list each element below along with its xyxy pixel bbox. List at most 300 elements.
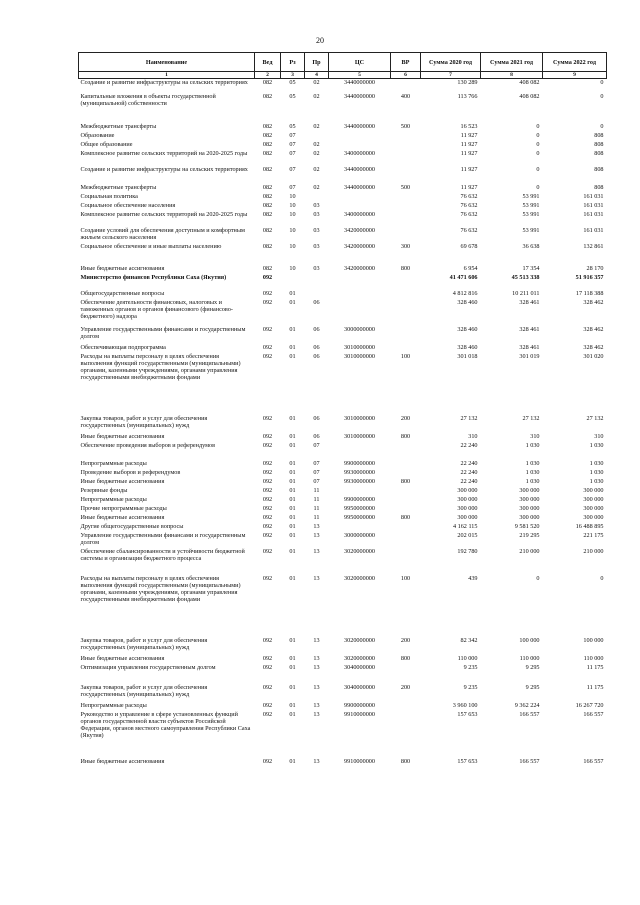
cell-name: Иные бюджетные ассигнования xyxy=(80,432,165,440)
cell-ved: 092 xyxy=(262,486,273,494)
cell-vr xyxy=(391,299,421,326)
cell-cs: 9950000000 xyxy=(344,504,375,512)
cell-pr: 13 xyxy=(313,757,320,765)
table-row xyxy=(79,575,607,637)
cell-pr: 02 xyxy=(313,149,320,157)
cell-sum-2020: 300 000 xyxy=(457,513,478,521)
cell-sum-2022: 1 030 xyxy=(589,468,604,476)
cell-ved: 082 xyxy=(262,165,273,173)
cell-ved: 092 xyxy=(262,513,273,521)
table-row xyxy=(79,664,607,684)
column-number: 1 xyxy=(79,72,255,79)
cell-pr: 11 xyxy=(313,513,320,521)
cell-rz: 01 xyxy=(289,468,296,476)
cell-pr: 13 xyxy=(313,663,320,671)
cell-pr: 06 xyxy=(313,343,320,351)
cell-rz: 01 xyxy=(289,325,296,333)
cell-ved: 092 xyxy=(262,273,273,281)
cell-name: Непрограммные расходы xyxy=(80,701,147,709)
table-row xyxy=(79,469,607,478)
cell-ved: 082 xyxy=(262,79,273,86)
cell-sum-2021: 9 581 520 xyxy=(514,522,540,530)
cell-name: Создание и развитие инфраструктуры на сельских территориях xyxy=(80,79,248,86)
cell-pr: 03 xyxy=(313,210,320,218)
table-row xyxy=(79,290,607,299)
cell-sum-2022: 300 000 xyxy=(583,504,604,512)
cell-ved: 092 xyxy=(262,757,273,765)
cell-cs: 3440000000 xyxy=(344,165,375,173)
cell-ved: 092 xyxy=(262,298,273,306)
cell-sum-2022: 28 170 xyxy=(586,264,604,272)
cell-sum-2021: 0 xyxy=(536,165,540,173)
cell-name: Иные бюджетные ассигнования xyxy=(80,757,165,765)
cell-rz: 01 xyxy=(289,289,296,297)
cell-rz: 01 xyxy=(289,414,296,422)
cell-sum-2020: 22 240 xyxy=(460,477,478,485)
cell-sum-2021: 0 xyxy=(536,183,540,191)
cell-rz: 01 xyxy=(289,531,296,539)
cell-pr: 11 xyxy=(313,495,320,503)
table-row xyxy=(79,442,607,460)
cell-rz: 01 xyxy=(289,522,296,530)
cell-name: Социальное обеспечение населения xyxy=(80,201,176,209)
cell-cs: 9910000000 xyxy=(344,757,375,765)
cell-rz: 07 xyxy=(289,149,296,157)
cell-name: Комплексное развитие сельских территорий на 2020-2025 годы xyxy=(80,149,248,157)
column-number: 8 xyxy=(481,72,543,79)
cell-vr: 200 xyxy=(400,414,411,422)
cell-ved: 092 xyxy=(262,495,273,503)
cell-sum-2022: 328 462 xyxy=(583,343,604,351)
cell-name: Прочие непрограммные расходы xyxy=(80,504,167,512)
table-row xyxy=(79,758,607,767)
cell-sum-2022: 100 000 xyxy=(583,636,604,644)
cell-sum-2022: 300 000 xyxy=(583,486,604,494)
table-row xyxy=(79,655,607,664)
cell-name: Министерство финансов Республики Саха (Якутия) xyxy=(80,273,227,281)
table-row xyxy=(79,227,607,243)
cell-ved: 082 xyxy=(262,92,273,100)
cell-vr xyxy=(391,227,421,243)
cell-sum-2022: 0 xyxy=(600,122,604,130)
cell-ved: 092 xyxy=(262,414,273,422)
cell-sum-2021: 310 xyxy=(530,432,540,440)
cell-pr: 11 xyxy=(313,504,320,512)
cell-ved: 092 xyxy=(262,663,273,671)
cell-name: Непрограммные расходы xyxy=(80,459,147,467)
cell-rz: 01 xyxy=(289,513,296,521)
table-row xyxy=(79,211,607,227)
table-row xyxy=(79,460,607,469)
table-row xyxy=(79,132,607,141)
cell-ved: 092 xyxy=(262,531,273,539)
cell-name: Создание и развитие инфраструктуры на сельских территориях xyxy=(80,165,248,173)
cell-cs: 3400000000 xyxy=(344,149,375,157)
cell-sum-2021: 110 000 xyxy=(519,654,540,662)
cell-cs: 3010000000 xyxy=(344,343,375,351)
cell-ved: 092 xyxy=(262,504,273,512)
cell-ved: 092 xyxy=(262,701,273,709)
cell-cs: 3000000000 xyxy=(344,325,375,333)
cell-sum-2021: 0 xyxy=(536,131,540,139)
cell-ved: 092 xyxy=(262,432,273,440)
cell-sum-2021: 53 991 xyxy=(522,210,540,218)
cell-sum-2021: 36 638 xyxy=(522,242,540,250)
cell-cs xyxy=(329,132,391,141)
cell-cs xyxy=(329,487,391,496)
cell-sum-2021: 300 000 xyxy=(519,495,540,503)
cell-sum-2021: 301 019 xyxy=(519,352,540,360)
cell-vr xyxy=(391,711,421,758)
cell-vr xyxy=(391,664,421,684)
cell-rz: 01 xyxy=(289,486,296,494)
cell-vr: 100 xyxy=(400,352,411,360)
cell-vr: 300 xyxy=(400,242,411,250)
cell-rz: 10 xyxy=(289,201,296,209)
cell-name: Иные бюджетные ассигнования xyxy=(80,264,165,272)
cell-sum-2022: 132 861 xyxy=(583,242,604,250)
cell-name: Резервные фонды xyxy=(80,486,128,494)
table-row xyxy=(79,684,607,702)
cell-vr: 800 xyxy=(400,757,411,765)
cell-pr: 07 xyxy=(313,468,320,476)
cell-vr: 200 xyxy=(400,683,411,691)
cell-sum-2021: 0 xyxy=(536,140,540,148)
cell-vr xyxy=(391,487,421,496)
cell-sum-2020: 22 240 xyxy=(460,441,478,449)
table-row xyxy=(79,702,607,711)
cell-rz: 07 xyxy=(289,183,296,191)
cell-sum-2020: 300 000 xyxy=(457,504,478,512)
cell-rz: 05 xyxy=(289,92,296,100)
cell-cs: 9900000000 xyxy=(344,701,375,709)
cell-sum-2021: 0 xyxy=(536,574,540,582)
cell-sum-2020: 11 927 xyxy=(460,183,478,191)
table-row xyxy=(79,265,607,274)
cell-rz: 01 xyxy=(289,298,296,306)
cell-sum-2022: 1 030 xyxy=(589,441,604,449)
cell-pr: 06 xyxy=(313,414,320,422)
cell-sum-2021: 53 991 xyxy=(522,192,540,200)
table-row xyxy=(79,202,607,211)
table-row xyxy=(79,326,607,344)
cell-rz: 01 xyxy=(289,654,296,662)
cell-sum-2022: 27 132 xyxy=(586,414,604,422)
cell-pr xyxy=(305,290,329,299)
cell-sum-2020: 202 015 xyxy=(457,531,478,539)
cell-name: Образование xyxy=(80,131,115,139)
cell-pr: 13 xyxy=(313,710,320,718)
cell-sum-2022: 328 462 xyxy=(583,298,604,306)
cell-sum-2020: 301 018 xyxy=(457,352,478,360)
cell-vr xyxy=(391,211,421,227)
cell-sum-2022: 0 xyxy=(600,574,604,582)
cell-vr xyxy=(391,166,421,184)
cell-cs: 3010000000 xyxy=(344,352,375,360)
cell-sum-2022: 16 267 720 xyxy=(575,701,604,709)
cell-rz: 01 xyxy=(289,701,296,709)
cell-pr: 02 xyxy=(313,79,320,86)
table-row xyxy=(79,487,607,496)
cell-rz: 07 xyxy=(289,165,296,173)
cell-vr xyxy=(391,141,421,150)
cell-ved: 082 xyxy=(262,226,273,234)
cell-pr: 02 xyxy=(313,165,320,173)
table-row xyxy=(79,353,607,415)
cell-cs xyxy=(329,193,391,202)
cell-sum-2020: 157 653 xyxy=(457,757,478,765)
cell-rz: 01 xyxy=(289,710,296,718)
cell-sum-2021: 1 030 xyxy=(525,477,540,485)
header-row xyxy=(79,53,607,72)
cell-sum-2020: 11 927 xyxy=(460,149,478,157)
cell-sum-2021: 300 000 xyxy=(519,486,540,494)
cell-sum-2020: 328 460 xyxy=(457,325,478,333)
cell-rz: 01 xyxy=(289,683,296,691)
cell-name: Другие общегосударственные вопросы xyxy=(80,522,184,530)
cell-name: Расходы на выплаты персоналу в целях обеспечения выполнения функций государственными (муниципальными) органами, казенными учреждениями, органами управления государственными внебюджетными фондами xyxy=(80,574,241,603)
header-name: Наименование xyxy=(79,53,255,72)
cell-rz: 01 xyxy=(289,343,296,351)
cell-rz: 01 xyxy=(289,352,296,360)
cell-sum-2020: 192 780 xyxy=(457,547,478,555)
cell-sum-2022: 161 031 xyxy=(583,226,604,234)
cell-sum-2022: 11 175 xyxy=(586,683,604,691)
cell-sum-2020: 11 927 xyxy=(460,140,478,148)
cell-cs: 9910000000 xyxy=(344,710,375,718)
cell-sum-2020: 9 235 xyxy=(463,663,478,671)
budget-table xyxy=(78,52,607,767)
cell-vr xyxy=(391,150,421,166)
column-number: 6 xyxy=(391,72,421,79)
cell-ved: 092 xyxy=(262,710,273,718)
cell-pr: 13 xyxy=(313,636,320,644)
cell-name: Управление государственными финансами и государственным долгом xyxy=(80,325,246,340)
cell-ved: 082 xyxy=(262,242,273,250)
cell-rz: 01 xyxy=(289,547,296,555)
cell-ved: 092 xyxy=(262,636,273,644)
table-row xyxy=(79,433,607,442)
cell-sum-2020: 6 954 xyxy=(463,264,478,272)
cell-sum-2022: 808 xyxy=(594,165,604,173)
cell-ved: 082 xyxy=(262,122,273,130)
cell-pr: 13 xyxy=(313,701,320,709)
cell-pr: 13 xyxy=(313,522,320,530)
cell-sum-2020: 9 235 xyxy=(463,683,478,691)
cell-name: Расходы на выплаты персоналу в целях обеспечения выполнения функций государственными (муниципальными) органами, казенными учреждениями, органами управления государственными внебюджетными фондами xyxy=(80,352,241,381)
cell-name: Непрограммные расходы xyxy=(80,495,147,503)
cell-sum-2020: 157 653 xyxy=(457,710,478,718)
table-row xyxy=(79,123,607,132)
cell-pr xyxy=(305,274,329,290)
cell-sum-2020: 76 632 xyxy=(460,226,478,234)
table-row xyxy=(79,514,607,523)
cell-sum-2022: 0 xyxy=(600,79,604,86)
table-row xyxy=(79,193,607,202)
cell-cs xyxy=(329,523,391,532)
cell-name: Комплексное развитие сельских территорий на 2020-2025 годы xyxy=(80,210,248,218)
cell-cs: 3440000000 xyxy=(344,183,375,191)
cell-vr xyxy=(391,274,421,290)
cell-sum-2020: 310 xyxy=(468,432,478,440)
cell-rz: 10 xyxy=(289,226,296,234)
cell-cs xyxy=(329,290,391,299)
cell-rz: 01 xyxy=(289,477,296,485)
table-row xyxy=(79,150,607,166)
cell-name: Руководство и управление в сфере установленных функций органов государственной власти субъектов Российской Федерации, органов местного самоуправления Республики Саха (Якутия) xyxy=(80,710,251,739)
cell-sum-2021: 45 513 338 xyxy=(511,273,540,281)
cell-vr xyxy=(391,193,421,202)
cell-sum-2021: 219 295 xyxy=(519,531,540,539)
cell-vr: 100 xyxy=(400,574,411,582)
cell-sum-2021: 328 461 xyxy=(519,325,540,333)
cell-pr: 02 xyxy=(313,122,320,130)
cell-sum-2020: 76 632 xyxy=(460,201,478,209)
cell-vr xyxy=(391,505,421,514)
cell-sum-2022: 301 020 xyxy=(583,352,604,360)
cell-sum-2020: 22 240 xyxy=(460,459,478,467)
header-sum-2021: Сумма 2021 год xyxy=(481,53,543,72)
cell-sum-2022: 161 031 xyxy=(583,201,604,209)
cell-sum-2021: 53 991 xyxy=(522,201,540,209)
cell-rz: 05 xyxy=(289,79,296,86)
cell-sum-2022: 221 175 xyxy=(583,531,604,539)
cell-vr: 800 xyxy=(400,654,411,662)
cell-name: Закупка товаров, работ и услуг для обеспечения государственных (муниципальных) нужд xyxy=(80,683,208,698)
cell-name: Обеспечение проведения выборов и референдумов xyxy=(80,441,216,449)
column-number: 5 xyxy=(329,72,391,79)
cell-vr xyxy=(391,523,421,532)
table-body xyxy=(79,79,607,767)
cell-cs: 3020000000 xyxy=(344,636,375,644)
cell-rz: 01 xyxy=(289,636,296,644)
cell-vr: 400 xyxy=(400,92,411,100)
cell-ved: 082 xyxy=(262,149,273,157)
cell-pr: 07 xyxy=(313,441,320,449)
cell-rz: 01 xyxy=(289,441,296,449)
cell-cs: 3020000000 xyxy=(344,547,375,555)
cell-sum-2022: 0 xyxy=(600,92,604,100)
cell-pr: 06 xyxy=(313,325,320,333)
cell-rz: 01 xyxy=(289,663,296,671)
cell-sum-2020: 3 960 100 xyxy=(452,701,478,709)
header-cs: ЦС xyxy=(329,53,391,72)
cell-cs xyxy=(329,442,391,460)
cell-rz: 01 xyxy=(289,574,296,582)
cell-sum-2021: 328 461 xyxy=(519,343,540,351)
cell-vr: 200 xyxy=(400,636,411,644)
cell-cs: 3010000000 xyxy=(344,414,375,422)
cell-sum-2020: 113 766 xyxy=(457,92,478,100)
column-number: 2 xyxy=(255,72,281,79)
table-row xyxy=(79,79,607,93)
cell-pr: 13 xyxy=(313,574,320,582)
cell-ved: 082 xyxy=(262,131,273,139)
cell-sum-2022: 166 557 xyxy=(583,710,604,718)
cell-sum-2020: 27 132 xyxy=(460,414,478,422)
cell-rz: 10 xyxy=(289,192,296,200)
column-number-row xyxy=(79,72,607,79)
cell-cs: 3040000000 xyxy=(344,683,375,691)
header-vr: ВР xyxy=(391,53,421,72)
cell-pr: 13 xyxy=(313,654,320,662)
cell-sum-2021: 1 030 xyxy=(525,459,540,467)
cell-cs xyxy=(329,299,391,326)
cell-sum-2021: 0 xyxy=(536,122,540,130)
header-sum-2020: Сумма 2020 год xyxy=(421,53,481,72)
cell-vr xyxy=(391,132,421,141)
cell-ved: 082 xyxy=(262,201,273,209)
cell-sum-2022: 808 xyxy=(594,140,604,148)
cell-cs: 3440000000 xyxy=(344,92,375,100)
table-row xyxy=(79,711,607,758)
cell-vr xyxy=(391,496,421,505)
column-number: 7 xyxy=(421,72,481,79)
cell-sum-2022: 1 030 xyxy=(589,459,604,467)
cell-name: Иные бюджетные ассигнования xyxy=(80,513,165,521)
cell-sum-2021: 166 557 xyxy=(519,757,540,765)
cell-vr xyxy=(391,460,421,469)
cell-sum-2020: 11 927 xyxy=(460,131,478,139)
cell-sum-2021: 100 000 xyxy=(519,636,540,644)
cell-sum-2021: 300 000 xyxy=(519,513,540,521)
cell-sum-2022: 300 000 xyxy=(583,495,604,503)
cell-sum-2020: 22 240 xyxy=(460,468,478,476)
cell-rz: 01 xyxy=(289,432,296,440)
cell-cs: 9950000000 xyxy=(344,513,375,521)
cell-vr xyxy=(391,326,421,344)
cell-sum-2021: 328 461 xyxy=(519,298,540,306)
cell-name: Оптимизация управления государственным долгом xyxy=(80,663,216,671)
table-row xyxy=(79,299,607,326)
cell-pr: 06 xyxy=(313,432,320,440)
table-row xyxy=(79,548,607,575)
cell-ved: 092 xyxy=(262,459,273,467)
cell-cs: 3400000000 xyxy=(344,210,375,218)
cell-name: Социальное обеспечение и иные выплаты населению xyxy=(80,242,222,250)
cell-sum-2020: 41 471 606 xyxy=(449,273,478,281)
table-row xyxy=(79,141,607,150)
cell-name: Иные бюджетные ассигнования xyxy=(80,477,165,485)
cell-pr: 13 xyxy=(313,547,320,555)
cell-cs: 3020000000 xyxy=(344,654,375,662)
cell-vr xyxy=(391,532,421,548)
table-row xyxy=(79,344,607,353)
cell-sum-2021: 166 557 xyxy=(519,710,540,718)
cell-vr: 500 xyxy=(400,183,411,191)
cell-sum-2021: 1 030 xyxy=(525,468,540,476)
cell-sum-2022: 17 118 388 xyxy=(575,289,604,297)
cell-pr: 06 xyxy=(313,298,320,306)
cell-name: Обеспечивающая подпрограмма xyxy=(80,343,166,351)
table-row xyxy=(79,505,607,514)
cell-cs xyxy=(329,141,391,150)
cell-name: Закупка товаров, работ и услуг для обеспечения государственных (муниципальных) нужд xyxy=(80,636,208,651)
cell-pr: 06 xyxy=(313,352,320,360)
cell-pr: 03 xyxy=(313,226,320,234)
table-row xyxy=(79,637,607,655)
cell-name: Закупка товаров, работ и услуг для обеспечения государственных (муниципальных) нужд xyxy=(80,414,208,429)
cell-rz: 01 xyxy=(289,495,296,503)
cell-vr xyxy=(391,202,421,211)
cell-sum-2020: 328 460 xyxy=(457,343,478,351)
cell-sum-2022: 808 xyxy=(594,183,604,191)
table-row xyxy=(79,478,607,487)
cell-name: Управление государственными финансами и государственным долгом xyxy=(80,531,246,546)
cell-sum-2022: 808 xyxy=(594,131,604,139)
cell-ved: 092 xyxy=(262,547,273,555)
cell-sum-2021: 9 295 xyxy=(525,663,540,671)
